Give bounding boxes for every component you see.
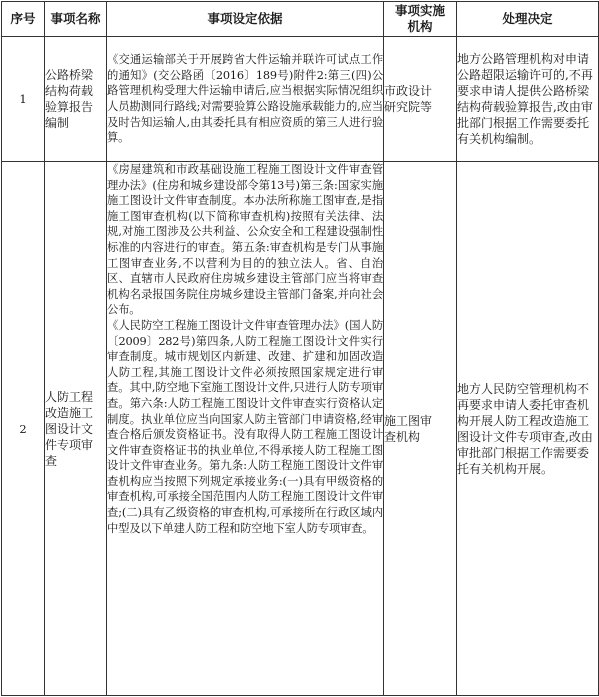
header-basis: 事项设定依据 <box>107 2 384 37</box>
row-org: 施工图审 查机构 <box>384 162 457 696</box>
header-name: 事项名称 <box>45 2 107 37</box>
header-row <box>2 2 599 37</box>
items-table <box>1 1 599 696</box>
row-item-name: 人防工程 改造施工 图设计文 件专项审 查 <box>45 162 107 696</box>
header-num: 序号 <box>2 2 45 37</box>
row-decision: 地方公路管理机构对申请公路超限运输许可的,不再要求申请人提供公路桥梁结构荷载验算报告,改由审批部门根据工作需要委托有关机构编制。 <box>457 37 599 162</box>
table-row <box>2 162 599 696</box>
row-num: 1 <box>2 37 45 162</box>
row-item-name: 公路桥梁 结构荷载 验算报告 编制 <box>45 37 107 162</box>
row-org: 市政设计 研究院等 <box>384 37 457 162</box>
row-num: 2 <box>2 162 45 696</box>
row-basis: 《交通运输部关于开展跨省大件运输并联许可试点工作的通知》(交公路函〔2016〕189号)附件2:第三(四)公路管理机构受理大件运输申请后,应当根据实际情况组织人员勘测同行路线;对需要验算公路设施承载能力的,应当及时告知运输人,由其委托具有相应资质的第三人进行验算。 <box>107 37 384 162</box>
row-decision: 地方人民防空管理机构不再要求申请人委托审查机构开展人防工程改造施工图设计文件专项审查,改由审批部门根据工作需要委托有关机构开展。 <box>457 162 599 696</box>
header-org: 事项实施 机构 <box>384 2 457 37</box>
header-decision: 处理决定 <box>457 2 599 37</box>
table-row <box>2 37 599 162</box>
row-basis: 《房屋建筑和市政基础设施工程施工图设计文件审查管理办法》(住房和城乡建设部令第13号)第三条:国家实施施工图设计文件审查制度。本办法所称施工图审查,是指施工图审查机构(以下简称审查机构)按照有关法律、法规,对施工图涉及公共利益、公众安全和工程建设强制性标准的内容进行的审查。第五条:审查机构是专门从事施工图审查业务,不以营利为目的的独立法人。省、自治区、直辖市人民政府住房城乡建设主管部门应当将审查机构名录报国务院住房城乡建设主管部门备案,并向社会公布。 《人民防空工程施工图设计文件审查管理办法》(国人防〔2009〕282号)第四条,人防工程施工图设计文件实行审查制度。城市规划区内新建、改建、扩建和加固改造人防工程,其施工图设计文件必须按照国家规定进行审查。其中,防空地下室施工图设计文件,只进行人防专项审查。第六条:人防工程施工图设计文件审查实行资格认定制度。执业单位应当向国家人防主管部门申请资格,经审查合格后颁发资格证书。没有取得人防工程施工图设计文件审查资格证书的执业单位,不得承接人防工程施工图设计文件审查业务。第九条:人防工程施工图设计文件审查机构应当按照下列规定承接业务:(一)具有甲级资格的审查机构,可承接全国范围内人防工程施工图设计文件审查;(二)具有乙级资格的审查机构,可承接所在行政区域内中型及以下单建人防工程和防空地下室人防专项审查。 <box>107 162 384 696</box>
